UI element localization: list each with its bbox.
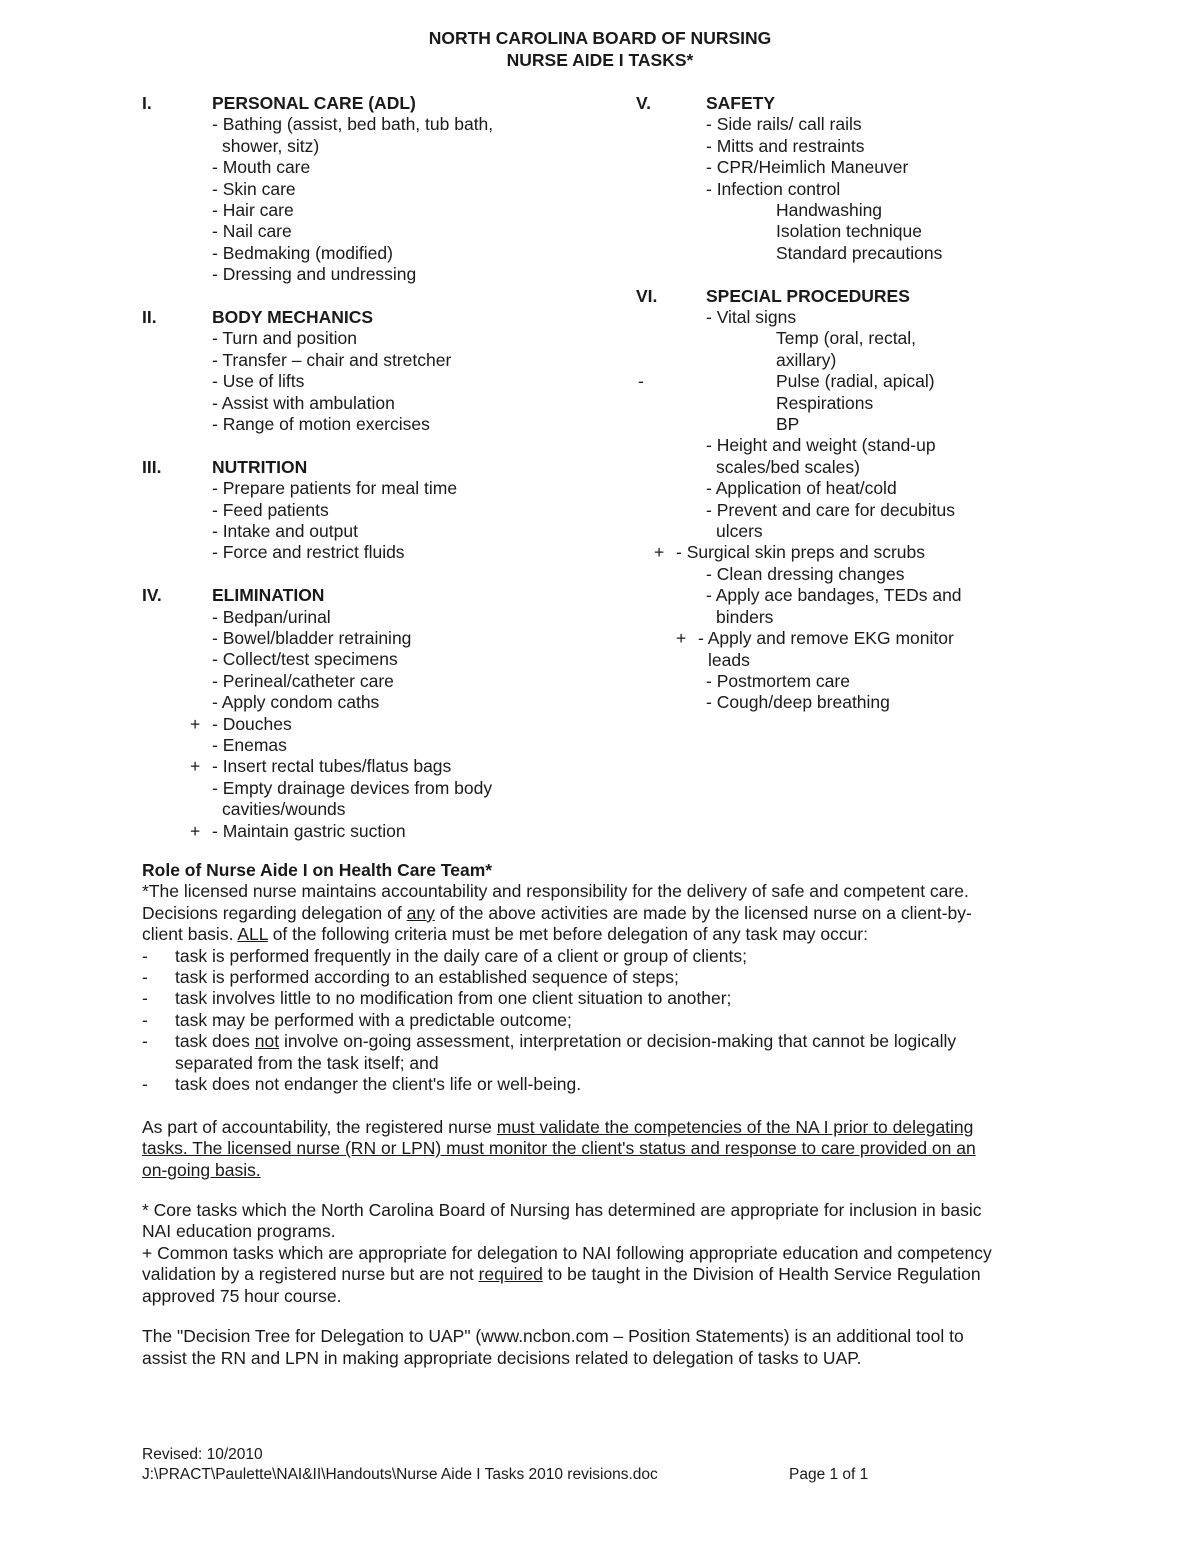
list-item: - Intake and output — [212, 521, 358, 542]
section-number: VI. — [636, 285, 658, 306]
role-paragraph-line: client basis. ALL of the following criteria must be met before delegation of any task may occur: — [142, 924, 868, 945]
common-tasks-note: + Common tasks which are appropriate for delegation to NAI following appropriate education and competency — [142, 1242, 992, 1263]
section-number: IV. — [142, 585, 162, 606]
document-title: NORTH CAROLINA BOARD OF NURSING — [428, 28, 772, 48]
list-item: ulcers — [716, 521, 763, 542]
list-item: - Mouth care — [212, 157, 311, 178]
criteria-item: - task does not involve on-going assessment, interpretation or decision-making that cannot be logically — [142, 1031, 957, 1052]
file-path: J:\PRACT\Paulette\NAI&II\Handouts\Nurse Aide I Tasks 2010 revisions.doc — [142, 1466, 658, 1483]
list-item: - Prepare patients for meal time — [212, 478, 458, 499]
section-heading: PERSONAL CARE (ADL) — [212, 93, 416, 113]
list-item: - Mitts and restraints — [706, 135, 865, 156]
role-paragraph-line: *The licensed nurse maintains accountability and responsibility for the delivery of safe and competent care. — [142, 881, 969, 902]
list-item: - Surgical skin preps and scrubs — [676, 542, 925, 563]
revised-date: Revised: 10/2010 — [142, 1446, 263, 1463]
list-item: - Douches — [212, 713, 292, 734]
list-item: scales/bed scales) — [716, 456, 860, 477]
sub-item: axillary) — [776, 349, 837, 370]
section-heading: SPECIAL PROCEDURES — [706, 285, 910, 306]
list-item: - Side rails/ call rails — [706, 114, 862, 135]
plus-marker: + — [676, 628, 687, 649]
list-item: - Collect/test specimens — [212, 649, 398, 670]
list-item: - Nail care — [212, 221, 292, 242]
role-paragraph-line: Decisions regarding delegation of any of the above activities are made by the licensed nurse on a client-by- — [142, 902, 972, 923]
list-item: - Application of heat/cold — [706, 478, 897, 499]
accountability-paragraph: As part of accountability, the registered nurse must validate the competencies of the NA I prior to delegating — [142, 1116, 974, 1137]
list-item: - Apply and remove EKG monitor — [698, 628, 954, 649]
section-heading: BODY MECHANICS — [212, 307, 374, 328]
list-item: - Bedpan/urinal — [212, 606, 331, 627]
list-item: - Feed patients — [212, 499, 329, 520]
section-nutrition — [142, 457, 622, 564]
list-item: - Transfer – chair and stretcher — [212, 349, 452, 370]
list-item: - Hair care — [212, 200, 294, 221]
accountability-paragraph-line: tasks. The licensed nurse (RN or LPN) must monitor the client's status and response to care provided on an — [142, 1138, 976, 1159]
list-item: - Height and weight (stand-up — [706, 435, 936, 456]
criteria-item: - task may be performed with a predictable outcome; — [142, 1009, 572, 1030]
section-elimination — [142, 585, 622, 842]
criteria-item: - task is performed according to an established sequence of steps; — [142, 967, 679, 988]
core-tasks-note-line: NAI education programs. — [142, 1221, 336, 1242]
sub-item: Standard precautions — [776, 242, 943, 263]
list-item: - Insert rectal tubes/flatus bags — [212, 756, 452, 777]
list-item: shower, sitz) — [222, 135, 320, 156]
section-personal-care — [142, 93, 622, 286]
sub-item: BP — [776, 414, 800, 435]
accountability-paragraph-line: on-going basis. — [142, 1159, 261, 1180]
section-number: II. — [142, 307, 157, 328]
section-body-mechanics — [142, 307, 622, 435]
plus-marker: + — [190, 713, 201, 734]
criteria-item: - task involves little to no modification from one client situation to another; — [142, 988, 732, 1009]
criteria-item: - task does not endanger the client's life or well-being. — [142, 1074, 582, 1095]
list-item: - Cough/deep breathing — [706, 692, 890, 713]
criteria-item: - task is performed frequently in the daily care of a client or group of clients; — [142, 945, 747, 966]
list-item: leads — [708, 649, 750, 670]
list-item: - Bathing (assist, bed bath, tub bath, — [212, 114, 494, 135]
section-heading: NUTRITION — [212, 456, 308, 477]
document-subtitle: NURSE AIDE I TASKS* — [506, 50, 694, 70]
sub-item: Isolation technique — [776, 221, 922, 242]
list-item: - Range of motion exercises — [212, 414, 430, 435]
list-item: - Use of lifts — [212, 371, 305, 392]
list-item: - Perineal/catheter care — [212, 670, 394, 691]
section-number: V. — [636, 93, 651, 113]
list-item: - Empty drainage devices from body — [212, 777, 493, 798]
sub-item: Respirations — [776, 392, 874, 413]
sub-item: Pulse (radial, apical) — [776, 371, 935, 392]
list-item: - Infection control — [706, 178, 841, 199]
plus-marker: + — [654, 542, 665, 563]
plus-marker: + — [190, 756, 201, 777]
sub-item: Handwashing — [776, 200, 883, 221]
list-item: - Force and restrict fluids — [212, 542, 405, 563]
criteria-item-continued: separated from the task itself; and — [175, 1052, 439, 1073]
list-item: - Apply ace bandages, TEDs and — [706, 585, 962, 606]
role-heading: Role of Nurse Aide I on Health Care Team* — [142, 860, 493, 880]
section-special-procedures — [636, 286, 1116, 714]
list-item: - Assist with ambulation — [212, 392, 395, 413]
dash-marker: - — [638, 371, 644, 392]
list-item: - Bowel/bladder retraining — [212, 628, 412, 649]
decision-tree-paragraph: The "Decision Tree for Delegation to UAP" (www.ncbon.com – Position Statements) is an additional tool to — [142, 1326, 964, 1347]
section-heading: SAFETY — [706, 93, 776, 113]
list-item: binders — [716, 606, 774, 627]
page-number: Page 1 of 1 — [789, 1466, 869, 1483]
list-item: - Postmortem care — [706, 670, 850, 691]
list-item: - Maintain gastric suction — [212, 820, 406, 841]
core-tasks-note: * Core tasks which the North Carolina Board of Nursing has determined are appropriate for inclusion in basic — [142, 1200, 982, 1221]
list-item: - Turn and position — [212, 328, 357, 349]
list-item: cavities/wounds — [222, 799, 346, 820]
list-item: - Skin care — [212, 178, 296, 199]
section-number: I. — [142, 93, 152, 113]
plus-marker: + — [190, 820, 201, 841]
left-column — [142, 93, 622, 864]
list-item: - Enemas — [212, 735, 287, 756]
common-tasks-note-line: validation by a registered nurse but are not required to be taught in the Division of Health Service Regulation — [142, 1264, 981, 1285]
decision-tree-paragraph-line: assist the RN and LPN in making appropriate decisions related to delegation of tasks to UAP. — [142, 1347, 862, 1368]
right-column — [636, 93, 1116, 735]
list-item: - Bedmaking (modified) — [212, 242, 393, 263]
list-item: - Dressing and undressing — [212, 264, 417, 285]
list-item: - Clean dressing changes — [706, 563, 905, 584]
common-tasks-note-line: approved 75 hour course. — [142, 1285, 342, 1306]
section-heading: ELIMINATION — [212, 585, 325, 606]
sub-item: Temp (oral, rectal, — [776, 328, 917, 349]
list-item: - CPR/Heimlich Maneuver — [706, 157, 909, 178]
list-item: - Prevent and care for decubitus — [706, 499, 956, 520]
list-item: - Apply condom caths — [212, 692, 380, 713]
role-section — [142, 860, 1062, 1369]
section-number: III. — [142, 456, 162, 477]
section-safety — [636, 93, 1116, 264]
list-item: - Vital signs — [706, 307, 797, 328]
